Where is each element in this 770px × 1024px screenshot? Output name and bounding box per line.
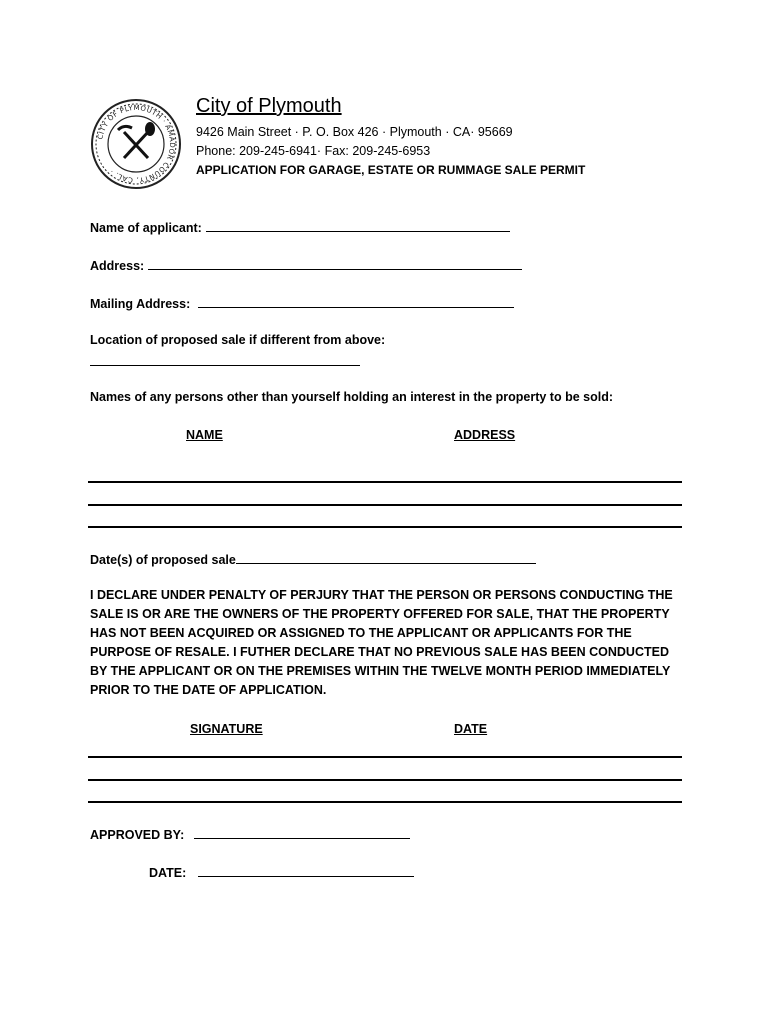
approved-by-blank[interactable]	[194, 826, 410, 839]
persons-label: Names of any persons other than yourself holding an interest in the property to be sold:	[90, 390, 613, 404]
signature-column-header: SIGNATURE	[190, 722, 263, 736]
applicant-name-label: Name of applicant:	[90, 221, 202, 235]
approval-date-field	[149, 864, 414, 880]
signature-line-2[interactable]	[88, 779, 682, 781]
address-field	[90, 257, 522, 273]
date-column-header: DATE	[454, 722, 488, 736]
approval-date-label: DATE:	[149, 866, 187, 880]
approved-by-label: APPROVED BY:	[90, 828, 185, 842]
approved-by-field	[90, 826, 410, 842]
location-label: Location of proposed sale if different from above:	[90, 333, 386, 347]
applicant-name-blank[interactable]	[206, 219, 510, 232]
signature-line-3[interactable]	[88, 801, 682, 803]
perjury-declaration: I DECLARE UNDER PENALTY OF PERJURY THAT THE PERSON OR PERSONS CONDUCTING THE SALE IS OR ARE THE OWNERS OF THE PROPERTY OFFERED FOR SALE, THAT THE PROPERTY HAS NOT BEEN ACQUIRED OR ASSIGNED TO THE APPLICANT OR APPLICANTS FOR THE PURPOSE OF RESALE. I FUTHER DECLARE THAT NO PREVIOUS SALE HAS BEEN CONDUCTED BY THE APPLICANT OR ON THE PREMISES WITHIN THE TWELVE MONTH PERIOD IMMEDIATELY PRIOR TO THE DATE OF APPLICATION.	[90, 588, 673, 697]
city-address: 9426 Main Street · P. O. Box 426 · Plymouth · CA· 95669	[196, 125, 513, 139]
mailing-address-blank[interactable]	[198, 295, 514, 308]
persons-line-1[interactable]	[88, 481, 682, 483]
sale-dates-label: Date(s) of proposed sale	[90, 553, 236, 567]
name-column-header: NAME	[186, 428, 223, 442]
signature-line-1[interactable]	[88, 756, 682, 758]
approval-date-blank[interactable]	[198, 864, 414, 877]
address-column-header: ADDRESS	[454, 428, 516, 442]
svg-text:CITY OF PLYMOUTH · AMADOR COUN: CITY OF PLYMOUTH · AMADOR COUNTY, CAL. ·	[96, 103, 177, 185]
location-blank[interactable]	[90, 365, 360, 366]
city-phone: Phone: 209-245-6941· Fax: 209-245-6953	[196, 144, 431, 158]
mailing-address-field	[90, 295, 514, 311]
form-title: APPLICATION FOR GARAGE, ESTATE OR RUMMAGE SALE PERMIT	[196, 163, 586, 177]
city-title: City of Plymouth	[196, 95, 342, 117]
address-blank[interactable]	[148, 257, 522, 270]
address-label: Address:	[90, 259, 145, 273]
persons-line-3[interactable]	[88, 526, 682, 528]
applicant-name-field	[90, 219, 510, 235]
city-seal	[90, 98, 182, 190]
mailing-address-label: Mailing Address:	[90, 297, 191, 311]
persons-line-2[interactable]	[88, 504, 682, 506]
sale-dates-blank[interactable]	[236, 551, 536, 564]
sale-dates-field	[90, 551, 536, 567]
